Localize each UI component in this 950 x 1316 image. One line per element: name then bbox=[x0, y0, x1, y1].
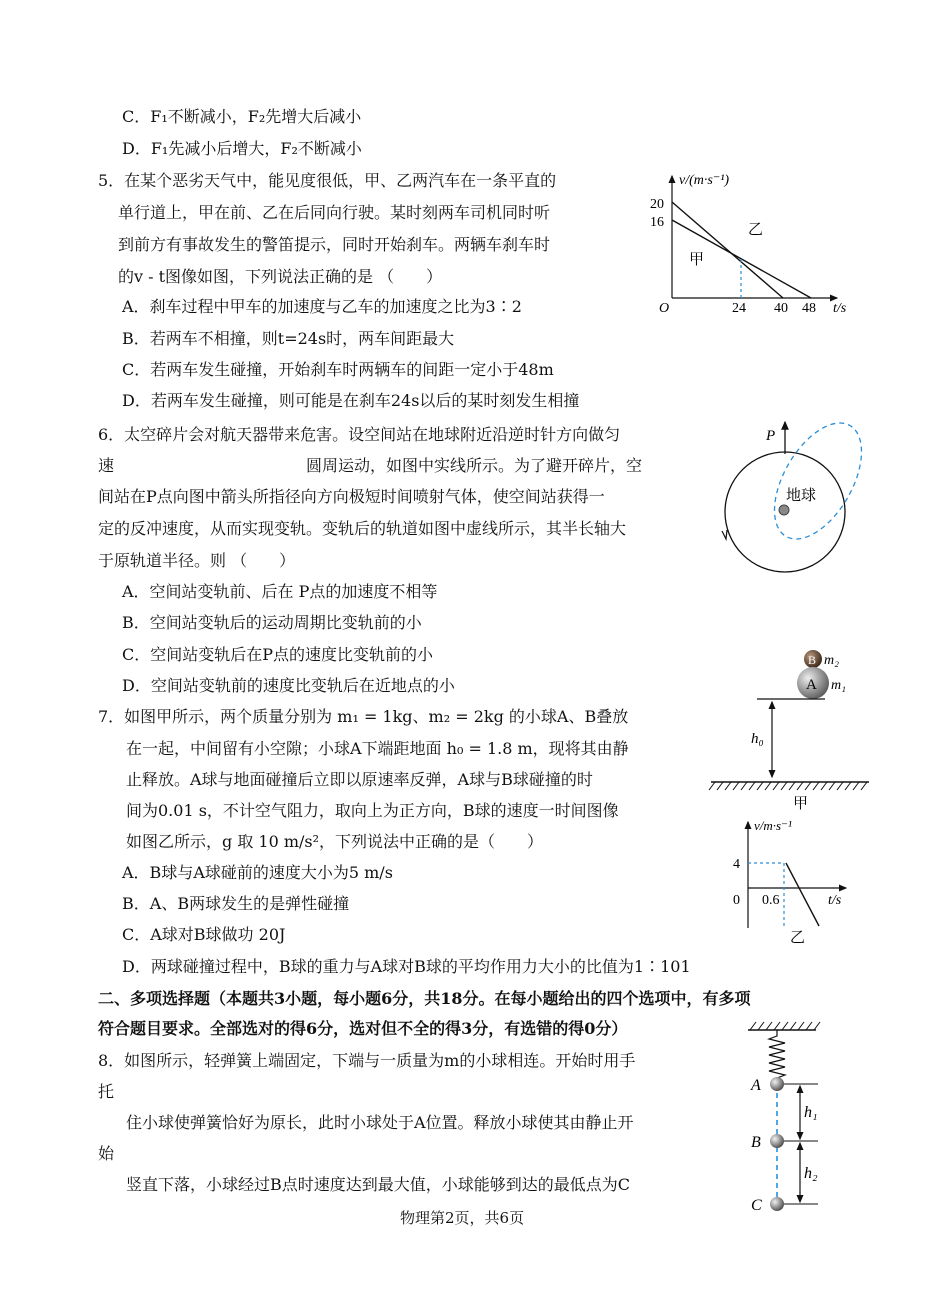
section2-heading-line2: 符合题目要求。全部选对的得6分，选对但不全的得3分，有选错的得0分） bbox=[98, 1019, 628, 1038]
q5-stem-line1: 5．在某个恶劣天气中，能见度很低，甲、乙两汽车在一条平直的 bbox=[98, 171, 557, 190]
q7-label-a: A bbox=[806, 677, 817, 693]
q6-orbit-diagram bbox=[718, 418, 868, 578]
q7b-velocity-line bbox=[786, 863, 819, 926]
q7-label-b: B bbox=[808, 653, 817, 667]
q8-stem-line1: 8．如图所示，轻弹簧上端固定，下端与一质量为m的小球相连。开始时用手 bbox=[98, 1051, 636, 1070]
q7-option-d: D．两球碰撞过程中，B球的重力与A球对B球的平均作用力大小的比值为1∶101 bbox=[122, 957, 691, 976]
q8-stem-line4: 始 bbox=[98, 1144, 115, 1163]
q6-stem-line2b: 圆周运动，如图中实线所示。为了避开碎片，空 bbox=[306, 456, 643, 475]
q7b-caption-yi: 乙 bbox=[790, 930, 806, 946]
q6-option-a: A．空间站变轨前、后在 P点的加速度不相等 bbox=[122, 582, 438, 601]
q8-ball-c bbox=[770, 1197, 784, 1211]
q5-xtick-48: 48 bbox=[802, 301, 816, 316]
q5-option-c: C．若两车发生碰撞，开始刹车时两辆车的间距一定小于48m bbox=[122, 360, 554, 379]
q8-spring-figure bbox=[740, 1018, 840, 1218]
q8-ball-a bbox=[770, 1077, 784, 1091]
q8-spring bbox=[769, 1030, 785, 1084]
q6-stem-line1: 6．太空碎片会对航天器带来危害。设空间站在地球附近沿逆时针方向做匀 bbox=[98, 425, 621, 444]
q5-label-jia: 甲 bbox=[689, 252, 705, 268]
q6-option-c: C．空间站变轨后在P点的速度比变轨前的小 bbox=[122, 645, 434, 664]
q5-origin: O bbox=[659, 301, 670, 316]
q7-stem-line3: 止释放。A球与地面碰撞后立即以原速率反弹，A球与B球碰撞的时 bbox=[126, 770, 593, 789]
q5-y-label: v/(m·s⁻¹) bbox=[679, 173, 730, 188]
q6-option-d: D．空间站变轨前的速度比变轨后在近地点的小 bbox=[122, 676, 455, 695]
q5-stem-line4: 的v - t图像如图，下列说法正确的是 （ ） bbox=[118, 267, 443, 286]
q7-stem-line1: 7．如图甲所示，两个质量分别为 m₁ = 1kg、m₂ = 2kg 的小球A、B叠放 bbox=[98, 707, 629, 726]
q7-figure-yi bbox=[722, 816, 862, 948]
q7-option-b: B．A、B两球发生的是弹性碰撞 bbox=[122, 894, 350, 913]
q7b-y-label: v/m·s⁻¹ bbox=[754, 818, 792, 833]
q5-xtick-40: 40 bbox=[774, 301, 788, 316]
q6-earth bbox=[779, 505, 789, 515]
q7b-tick-0: 0 bbox=[733, 893, 740, 908]
q5-stem-line3: 到前方有事故发生的警笛提示，同时开始刹车。两辆车刹车时 bbox=[118, 235, 551, 254]
section2-heading-line1: 二、多项选择题（本题共3小题，每小题6分，共18分。在每小题给出的四个选项中，有多项 bbox=[98, 989, 751, 1008]
q8-label-b: B bbox=[751, 1134, 761, 1151]
q7-label-h0: h₀ bbox=[751, 731, 764, 747]
q5-ytick-16: 16 bbox=[650, 215, 664, 230]
q6-stem-line3: 间站在P点向图中箭头所指径向方向极短时间喷射气体，使空间站获得一 bbox=[98, 487, 605, 506]
q6-label-earth: 地球 bbox=[786, 488, 817, 504]
q8-label-h1: h₁ bbox=[804, 1104, 818, 1121]
q7b-tick-06: 0.6 bbox=[762, 893, 780, 908]
q7-stem-line5: 如图乙所示，g 取 10 m/s²，下列说法中正确的是（ ） bbox=[126, 832, 544, 851]
q6-label-p: P bbox=[766, 428, 776, 444]
q6-stem-line2a: 速 bbox=[98, 456, 115, 475]
q7-stem-line4: 间为0.01 s，不计空气阻力，取向上为正方向，B球的速度一时间图像 bbox=[126, 801, 619, 820]
q7-option-a: A．B球与A球碰前的速度大小为5 m/s bbox=[122, 863, 393, 882]
q8-label-a: A bbox=[751, 1077, 761, 1094]
q6-option-b: B．空间站变轨后的运动周期比变轨前的小 bbox=[122, 613, 422, 632]
q7-caption-jia: 甲 bbox=[793, 796, 809, 812]
q7-stem-line2: 在一起，中间留有小空隙；小球A下端距地面 h₀ = 1.8 m，现将其由静 bbox=[126, 739, 629, 758]
q7-figure-jia bbox=[705, 644, 875, 814]
q6-orbit-direction-arrow bbox=[722, 530, 727, 539]
q4-option-d: D．F₁先减小后增大，F₂不断减小 bbox=[122, 139, 362, 158]
q8-stem-line5: 竖直下落，小球经过B点时速度达到最大值，小球能够到达的最低点为C bbox=[126, 1175, 631, 1194]
q5-xtick-24: 24 bbox=[732, 301, 746, 316]
q7-label-m2: m₂ bbox=[824, 653, 839, 668]
q7-label-m1: m₁ bbox=[831, 678, 846, 693]
q6-stem-line4: 定的反冲速度，从而实现变轨。变轨后的轨道如图中虚线所示，其半长轴大 bbox=[98, 519, 627, 538]
q5-label-yi: 乙 bbox=[748, 222, 764, 238]
q5-option-b: B．若两车不相撞，则t=24s时，两车间距最大 bbox=[122, 329, 455, 348]
q5-option-d: D．若两车发生碰撞，则可能是在刹车24s以后的某时刻发生相撞 bbox=[122, 391, 580, 410]
q5-vt-graph bbox=[645, 168, 860, 320]
q8-stem-line2: 托 bbox=[98, 1082, 115, 1101]
q5-stem-line2: 单行道上，甲在前、乙在后同向行驶。某时刻两车司机同时听 bbox=[118, 203, 551, 222]
q4-option-c: C．F₁不断减小，F₂先增大后减小 bbox=[122, 107, 362, 126]
q5-line-yi bbox=[672, 202, 783, 298]
q7-ground-hatch bbox=[709, 782, 867, 790]
q7-option-c: C．A球对B球做功 20J bbox=[122, 925, 286, 944]
q8-label-h2: h₂ bbox=[804, 1165, 818, 1182]
q8-ceiling-hatch bbox=[750, 1022, 820, 1030]
q8-stem-line3: 住小球使弹簧恰好为原长，此时小球处于A位置。释放小球使其由静止开 bbox=[126, 1113, 634, 1132]
q8-ball-b bbox=[770, 1134, 784, 1148]
page-footer: 物理第2页，共6页 bbox=[400, 1209, 525, 1227]
q7b-x-label: t/s bbox=[828, 893, 842, 908]
q5-ytick-20: 20 bbox=[650, 197, 664, 212]
q5-x-label: t/s bbox=[833, 301, 847, 316]
q8-label-c: C bbox=[751, 1197, 762, 1214]
q7b-tick-4: 4 bbox=[733, 857, 740, 872]
q6-stem-line5: 于原轨道半径。则 （ ） bbox=[98, 551, 296, 570]
q5-option-a: A．刹车过程中甲车的加速度与乙车的加速度之比为3∶2 bbox=[122, 297, 522, 316]
